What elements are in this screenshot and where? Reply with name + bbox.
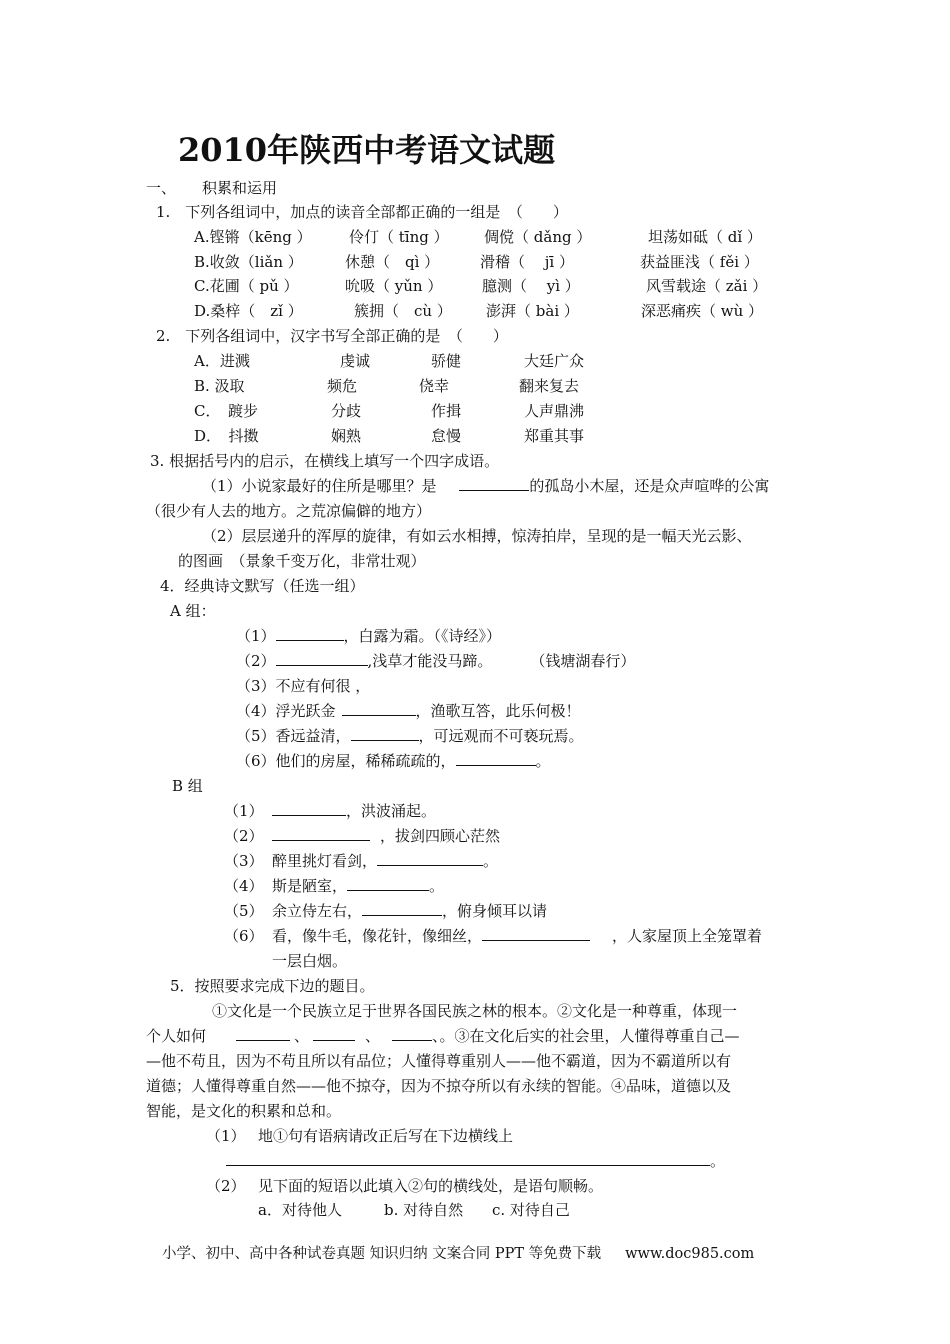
answer-blank[interactable] [347, 876, 429, 891]
section-number: 一、 [146, 179, 177, 197]
q3-sentence-2-cont: 的图画 （景象千变万化，非常壮观） [178, 552, 426, 570]
q5-sub2-num: （2） [206, 1177, 246, 1195]
q5-passage-line-5: 智能，是文化的积累和总和。 [146, 1102, 342, 1120]
q1-option-c1: C.花圃（ pǔ ） [194, 277, 299, 295]
answer-blank[interactable] [313, 1026, 355, 1041]
q5-sub2: 见下面的短语以此填入②句的横线处，是语句顺畅。 [258, 1177, 604, 1195]
footer [162, 1244, 754, 1264]
answer-blank[interactable] [272, 801, 346, 816]
q5-option-a: a．对待他人 [258, 1201, 342, 1219]
q4-b1-num: （1） [224, 802, 264, 820]
q1-option-c4: 风雪载途（ zǎi ） [646, 277, 768, 295]
q5-passage-line-1: ①文化是一个民族立足于世界各国民族之林的根本。②文化是一种尊重，体现一 [212, 1002, 738, 1020]
q5-passage-line-3: —他不苟且，因为不苟且所以有品位；人懂得尊重别人——他不霸道，因为不霸道所以有 [146, 1052, 732, 1070]
q2-option-d4: 郑重其事 [524, 427, 585, 445]
q4-a3: （3）不应有何很 ， [236, 677, 371, 695]
q1-option-d2: 簇拥（ cù ） [354, 302, 452, 320]
q2-option-d3: 怠慢 [431, 427, 462, 445]
q4-b2-num: （2） [224, 827, 264, 845]
answer-blank[interactable] [482, 926, 590, 941]
q1-option-b3: 滑稽（ jī ） [480, 253, 574, 271]
q1-option-a4: 坦荡如砥（ dǐ ） [648, 228, 762, 246]
footer-link[interactable]: www.doc985.com [625, 1246, 755, 1262]
q1-option-c2: 吮吸（ yǔn ） [345, 277, 443, 295]
q4-group-b-label: B 组 [172, 777, 203, 795]
q3-sentence-1-hint: （很少有人去的地方。之荒凉偏僻的地方） [146, 502, 432, 520]
q5-passage-line-4: 道德；人懂得尊重自然——他不掠夺，因为不掠夺所以有永续的智能。④品味，道德以及 [146, 1077, 732, 1095]
q2-option-b3: 侥幸 [419, 377, 450, 395]
q3-sentence-1: （1）小说家最好的住所是哪里？是 的孤岛小木屋，还是众声喧哗的公寓 [202, 477, 770, 495]
q5-sub1: 地①句有语病请改正后写在下边横线上 [258, 1127, 514, 1145]
q5-sub1-num: （1） [206, 1127, 246, 1145]
footer-text: 小学、初中、高中各种试卷真题 知识归纳 文案合同 PPT 等免费下载 [162, 1246, 602, 1262]
q1-option-a3: 倜傥（ dǎng ） [484, 228, 592, 246]
answer-blank[interactable] [392, 1026, 432, 1041]
q5-stem: 5．按照要求完成下边的题目。 [170, 977, 375, 995]
q4-a2: （2） ,浅草才能没马蹄。 （钱塘湖春行） [236, 652, 636, 670]
q3-stem: 3. 根据括号内的启示，在横线上填写一个四字成语。 [150, 452, 500, 470]
q4-b4-num: （4） [224, 877, 264, 895]
q4-b6-cont: 一层白烟。 [272, 952, 348, 970]
q4-b3: 醉里挑灯看剑， 。 [272, 852, 499, 870]
q4-b5-num: （5） [224, 902, 264, 920]
q4-b1: ，洪波涌起。 [272, 801, 436, 821]
q4-stem: 4．经典诗文默写（任选一组） [160, 577, 365, 595]
q1-option-d4: 深恶痛疾（ wù ） [641, 302, 764, 320]
q4-a1: （1） ，白露为霜。（《诗经》） [236, 627, 502, 645]
q2-option-a1: A．进溅 [194, 352, 250, 370]
q2-option-d1: D． 抖擞 [194, 427, 259, 445]
q1-option-a2: 伶仃（ tīng ） [349, 228, 449, 246]
q4-b3-num: （3） [224, 852, 264, 870]
page-title: 2010年陕西中考语文试题 [178, 131, 556, 169]
q2-option-a3: 骄健 [431, 352, 462, 370]
q1-option-a1: A.铿锵（kēng ） [194, 228, 312, 246]
answer-blank[interactable] [276, 651, 368, 666]
q5-option-b: b. 对待自然 [384, 1201, 464, 1219]
q1-option-b2: 休憩（ qì ） [345, 253, 440, 271]
q2-option-a4: 大廷广众 [524, 352, 585, 370]
q4-b6: 看，像牛毛，像花针，像细丝， ，人家屋顶上全笼罩着 [272, 927, 763, 945]
q1-option-c3: 臆测（ yì ） [482, 277, 580, 295]
q2-option-c1: C． 踱步 [194, 402, 258, 420]
q5-sub1-answer-line: 。 [226, 1151, 725, 1171]
q1-option-b4: 获益匪浅（ fěi ） [640, 253, 759, 271]
q2-option-b4: 翻来复去 [519, 377, 580, 395]
answer-blank[interactable] [236, 1026, 290, 1041]
q4-a5: （5）香远益清， ，可远观而不可亵玩焉。 [236, 727, 584, 745]
q2-option-c4: 人声鼎沸 [524, 402, 585, 420]
q2-option-c3: 作揖 [431, 402, 462, 420]
q4-b5: 余立侍左右， ，俯身倾耳以请 [272, 902, 548, 920]
answer-blank[interactable] [351, 726, 419, 741]
q4-b4: 斯是陋室， 。 [272, 877, 445, 895]
q1-stem: 1. 下列各组词中，加点的读音全部都正确的一组是 （ ） [156, 203, 568, 221]
q4-b6-num: （6） [224, 927, 264, 945]
q2-option-c2: 分歧 [331, 402, 362, 420]
q4-b2: ，拔剑四顾心茫然 [272, 826, 500, 846]
answer-blank[interactable] [377, 851, 483, 866]
answer-blank[interactable] [276, 626, 344, 641]
answer-blank[interactable] [459, 476, 529, 491]
answer-blank[interactable] [456, 751, 536, 766]
q3-sentence-2: （2）层层递升的浑厚的旋律，有如云水相搏，惊涛拍岸，呈现的是一幅天光云影、 [202, 527, 752, 545]
q1-option-b1: B.收敛（liǎn ） [194, 253, 303, 271]
q4-a4: （4）浮光跃金 ，渔歌互答，此乐何极！ [236, 702, 581, 720]
q5-option-c: c. 对待自己 [492, 1201, 570, 1219]
answer-blank[interactable] [226, 1151, 710, 1166]
q2-option-d2: 娴熟 [331, 427, 362, 445]
answer-blank[interactable] [342, 701, 416, 716]
answer-blank[interactable] [362, 901, 442, 916]
q4-group-a-label: A 组： [170, 602, 216, 620]
q2-stem: 2. 下列各组词中，汉字书写全部正确的是 （ ） [156, 327, 508, 345]
section-title: 积累和运用 [202, 179, 278, 197]
q5-passage-line-2: 个人如何 、 、 、。③在文化后实的社会里，人懂得尊重自己— [146, 1027, 740, 1045]
q2-option-b2: 频危 [327, 377, 358, 395]
q4-a6: （6）他们的房屋，稀稀疏疏的， 。 [236, 752, 551, 770]
q2-option-b1: B. 汲取 [194, 377, 245, 395]
answer-blank[interactable] [272, 826, 370, 841]
q1-option-d3: 澎湃（ bài ） [486, 302, 579, 320]
q1-option-d1: D.桑梓（ zǐ ） [194, 302, 303, 320]
q2-option-a2: 虔诚 [340, 352, 371, 370]
